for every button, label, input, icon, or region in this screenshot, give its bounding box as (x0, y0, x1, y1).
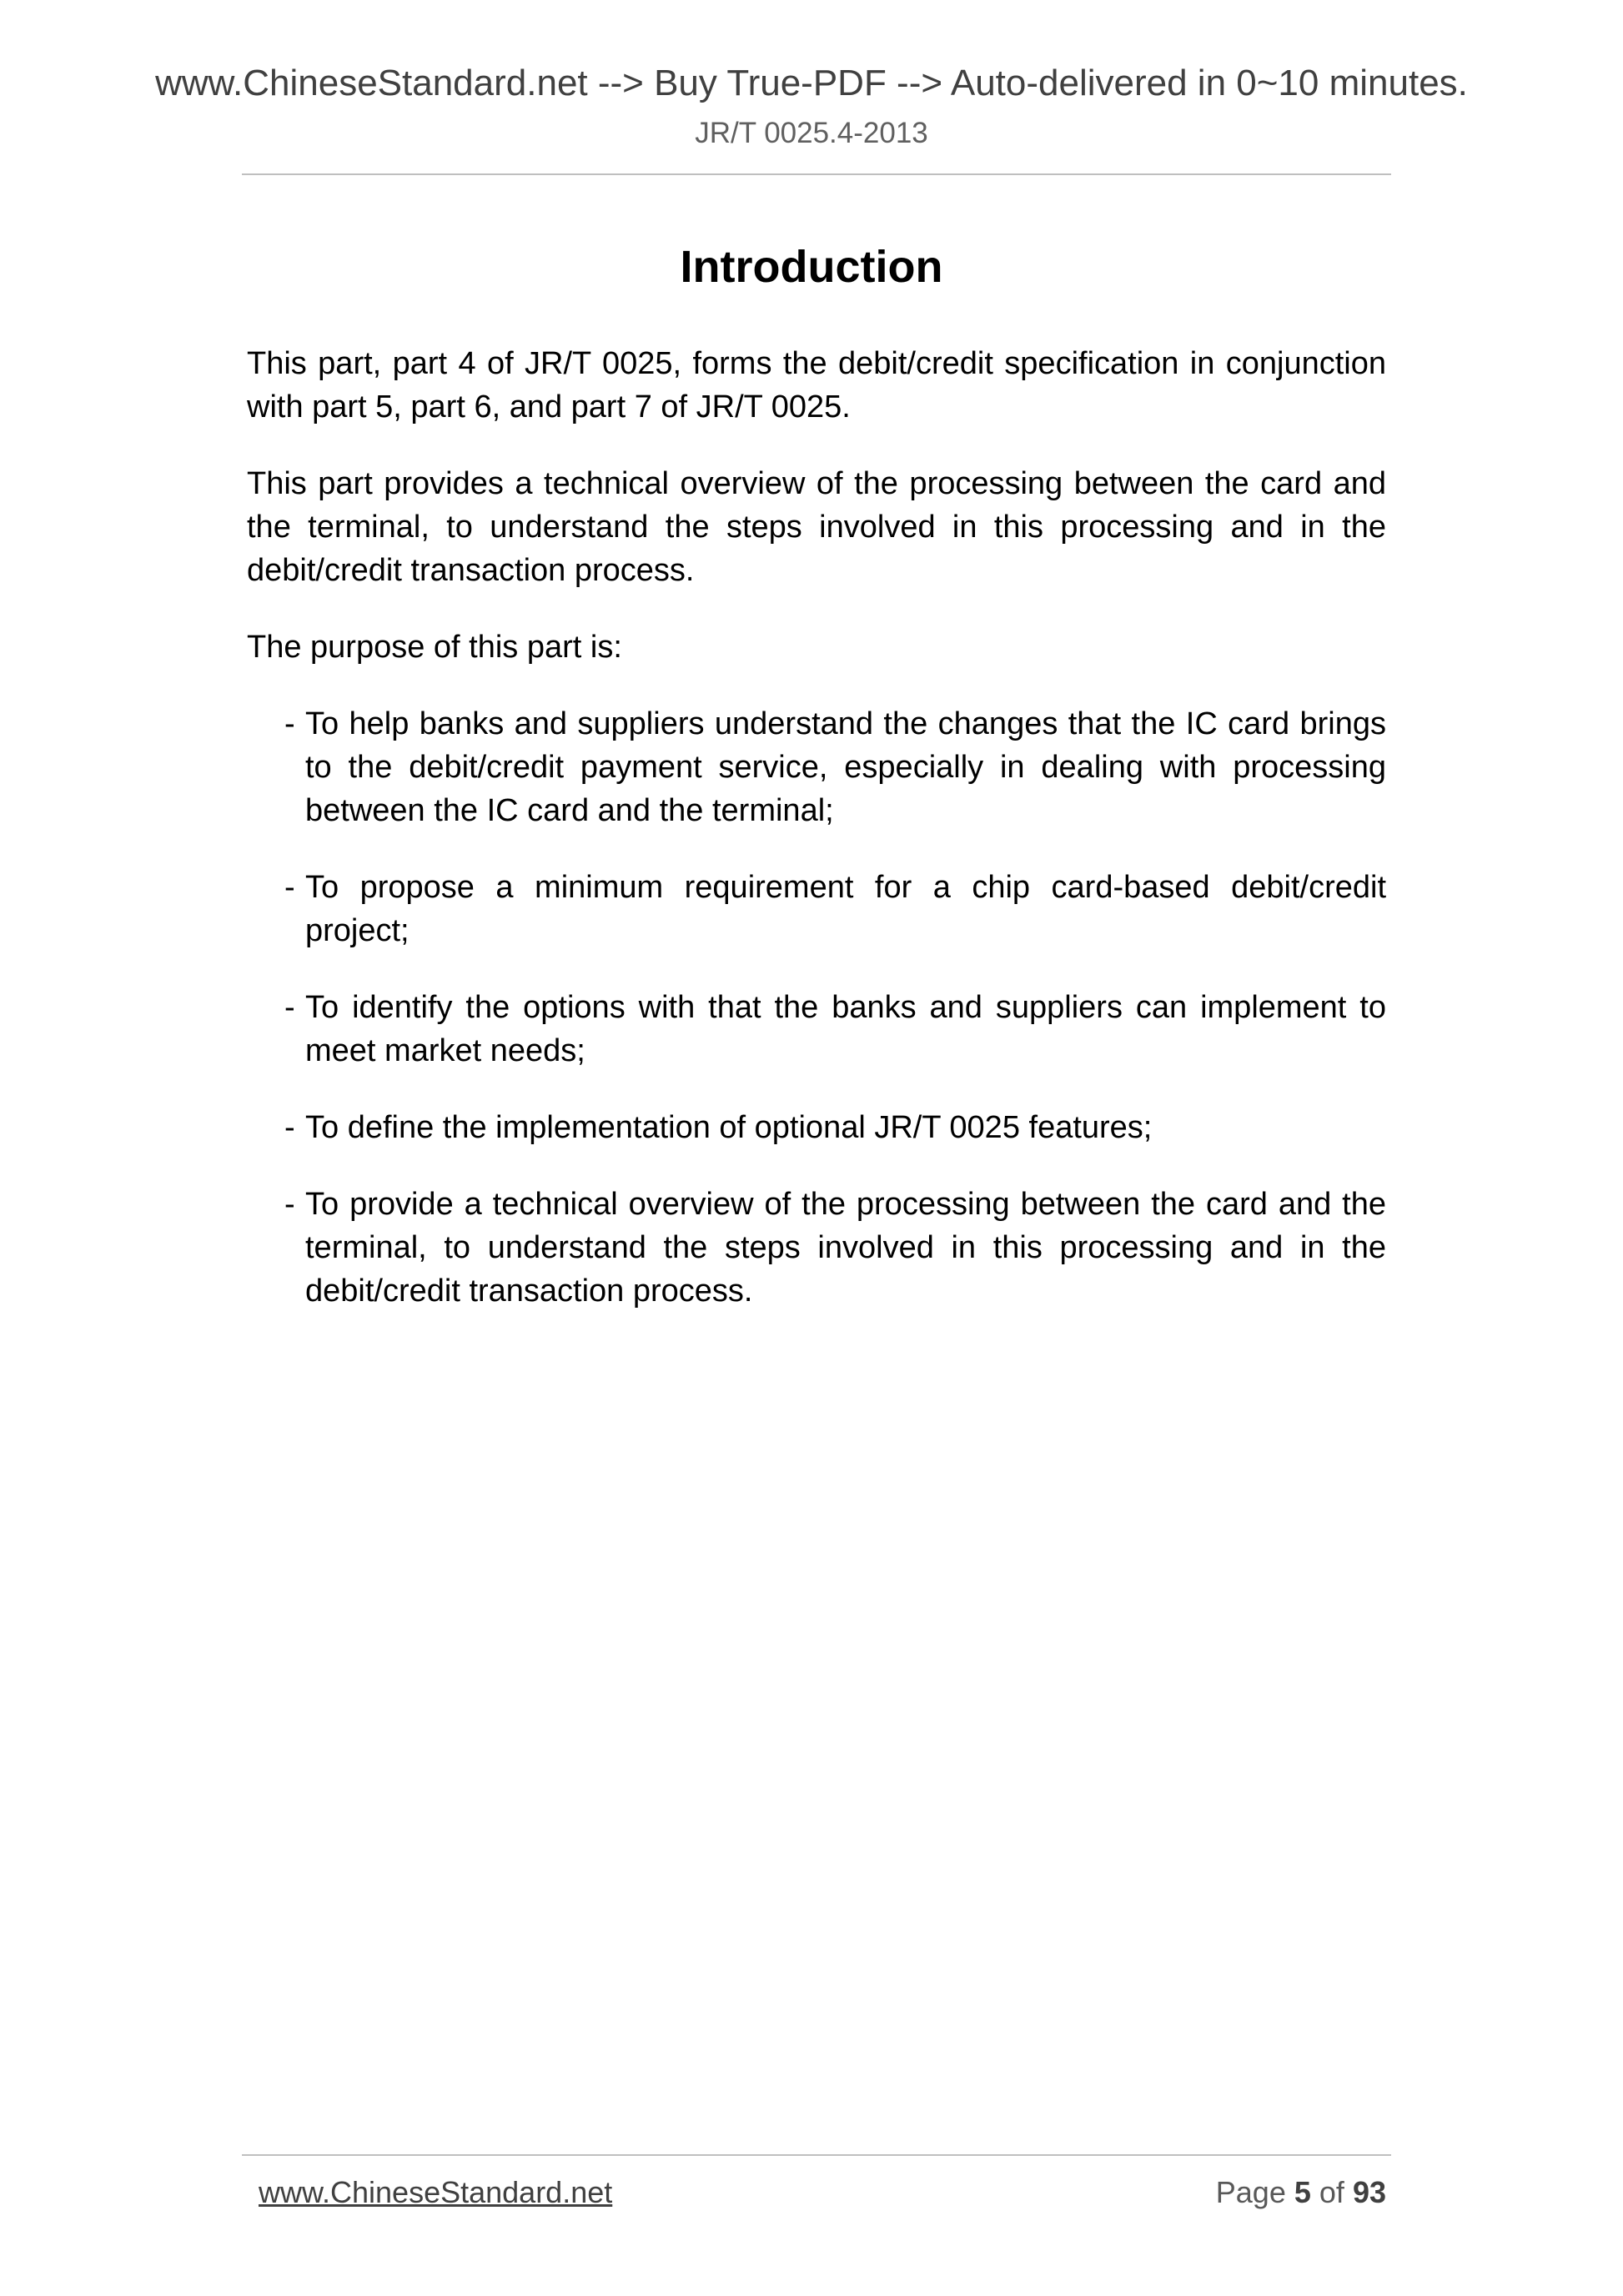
header-divider (242, 173, 1391, 175)
page-total: 93 (1352, 2175, 1386, 2209)
paragraph-overview: This part provides a technical overview of the processing between the card and the terminal, to understand the steps involved in this processing and in the debit/credit transaction process. (247, 466, 1386, 588)
page-number (1216, 2173, 1386, 2212)
list-item (247, 1183, 1386, 1313)
purpose-list (247, 702, 1386, 1313)
list-item-text: To help banks and suppliers understand the changes that the IC card brings to the debit/credit payment service, especially in dealing with processing between the IC card and the terminal; (305, 706, 1386, 828)
page-of: of (1319, 2175, 1344, 2209)
list-item-text: To identify the options with that the banks and suppliers can implement to meet market needs; (305, 990, 1386, 1068)
header-banner: www.ChineseStandard.net --> Buy True-PDF --> Auto-delivered in 0~10 minutes. (155, 63, 1468, 103)
footer-website-link[interactable]: www.ChineseStandard.net (259, 2175, 613, 2209)
footer-divider (242, 2154, 1391, 2156)
bullet-marker: - (284, 1187, 295, 1222)
paragraph-scope: This part, part 4 of JR/T 0025, forms the debit/credit specification in conjunction with part 5, part 6, and part 7 of JR/T 0025. (247, 346, 1386, 425)
page-current: 5 (1294, 2175, 1311, 2209)
list-item-text: To define the implementation of optional JR/T 0025 features; (305, 1110, 1153, 1145)
document-body (247, 342, 1386, 1346)
bullet-marker: - (284, 706, 295, 741)
bullet-marker: - (284, 990, 295, 1025)
list-item-text: To provide a technical overview of the processing between the card and the terminal, to understand the steps involved in this processing and in the debit/credit transaction process. (305, 1187, 1386, 1309)
bullet-marker: - (284, 870, 295, 905)
list-item (247, 866, 1386, 952)
page-prefix: Page (1215, 2175, 1286, 2209)
page-title: Introduction (680, 242, 943, 292)
list-item (247, 1106, 1386, 1149)
standard-code: JR/T 0025.4-2013 (695, 117, 928, 149)
paragraph-purpose-intro: The purpose of this part is: (247, 630, 622, 665)
bullet-marker: - (284, 1110, 295, 1145)
list-item (247, 986, 1386, 1073)
list-item (247, 702, 1386, 832)
list-item-text: To propose a minimum requirement for a chip card-based debit/credit project; (305, 870, 1386, 948)
